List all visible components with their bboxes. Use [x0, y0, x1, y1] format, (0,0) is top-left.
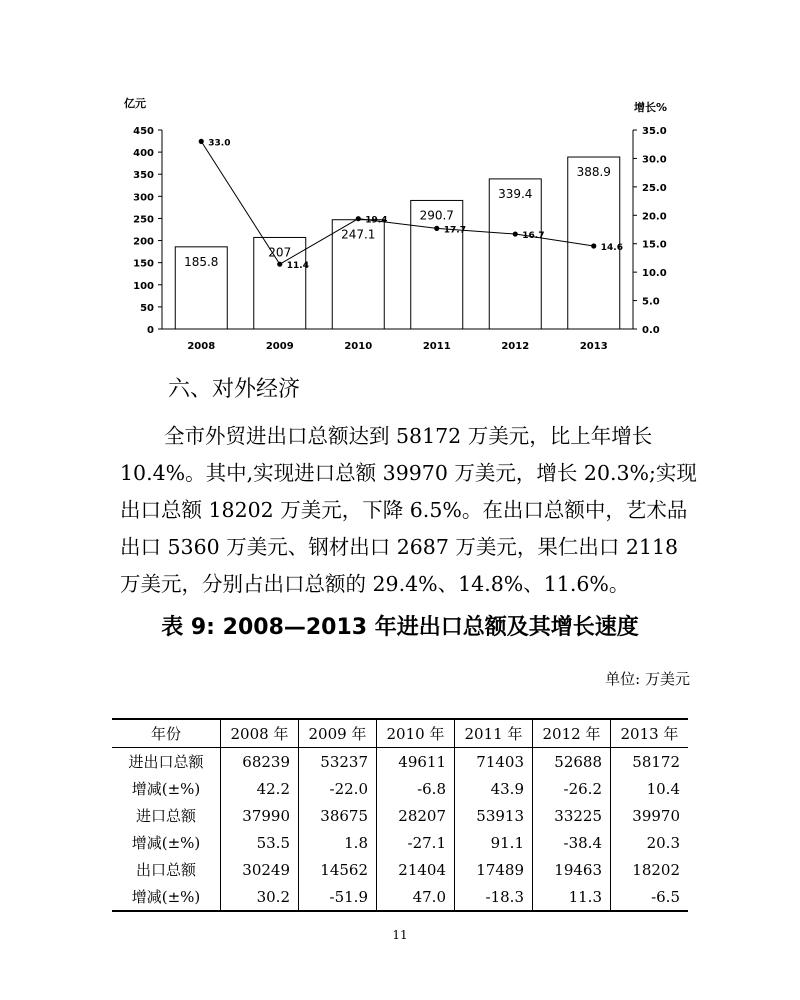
growth-value-label: 33.0: [208, 138, 231, 149]
growth-point: [591, 243, 596, 248]
paragraph-line: 出口 5360 万美元、钢材出口 2687 万美元，果仁出口 2118: [120, 535, 679, 559]
row-label: 增减(±%): [131, 834, 201, 852]
header-cell: 2009 年: [299, 719, 377, 748]
page-number: 11: [392, 928, 408, 942]
table-cell: 10.4: [611, 775, 689, 802]
growth-value-label: 11.4: [286, 261, 309, 272]
table-cell: 14562: [299, 856, 377, 883]
table-cell: 20.3: [611, 829, 689, 856]
table-cell: -6.8: [377, 775, 455, 802]
table-cell: -26.2: [533, 775, 611, 802]
bar-value-label: 247.1: [341, 227, 376, 242]
table-title: 表 9: 2008—2013 年进出口总额及其增长速度: [161, 615, 639, 640]
table-header-row: [112, 719, 688, 748]
left-tick-label: 250: [133, 214, 154, 226]
table-cell: 53913: [455, 802, 533, 829]
bar-value-label: 207: [268, 245, 292, 260]
x-category-label: 2012: [501, 341, 530, 352]
table-row: [112, 748, 688, 776]
growth-point: [356, 216, 361, 221]
right-tick-label: 25.0: [642, 182, 667, 194]
table-cell: 38675: [299, 802, 377, 829]
table-cell: 39970: [611, 802, 689, 829]
x-category-label: 2011: [422, 341, 451, 352]
right-tick-label: 35.0: [642, 126, 667, 137]
growth-point: [199, 139, 204, 144]
table-cell: 21404: [377, 856, 455, 883]
paragraph-line: 10.4%。其中,实现进口总额 39970 万美元，增长 20.3%;实现: [120, 461, 697, 485]
right-tick-label: 30.0: [642, 154, 667, 166]
table-cell: 17489: [455, 856, 533, 883]
growth-point: [434, 226, 439, 231]
table-cell: 91.1: [455, 829, 533, 856]
right-tick-label: 20.0: [642, 211, 667, 223]
header-cell: 年份: [112, 719, 221, 748]
table-row: [112, 883, 688, 911]
table-cell: 58172: [611, 748, 689, 776]
x-category-label: 2008: [187, 341, 216, 352]
growth-point: [277, 262, 282, 267]
table-cell: 30.2: [221, 883, 299, 911]
table-cell: 1.8: [299, 829, 377, 856]
left-tick-label: 50: [140, 302, 154, 314]
paragraph-line: 出口总额 18202 万美元，下降 6.5%。在出口总额中，艺术品: [120, 498, 688, 522]
table-cell: 71403: [455, 748, 533, 776]
table-cell: 18202: [611, 856, 689, 883]
trade-table: [112, 718, 688, 912]
row-label: 增减(±%): [131, 780, 201, 798]
table-cell: 52688: [533, 748, 611, 776]
growth-value-label: 19.4: [365, 215, 388, 226]
left-axis-title: 亿元: [124, 97, 146, 110]
table-row: [112, 856, 688, 883]
row-label: 进出口总额: [128, 753, 204, 771]
bar: [489, 179, 541, 329]
bar-value-label: 185.8: [184, 254, 219, 269]
table-cell: -22.0: [299, 775, 377, 802]
growth-point: [513, 231, 518, 236]
table-cell: 53.5: [221, 829, 299, 856]
table-cell: 68239: [221, 748, 299, 776]
right-axis-title: 增长%: [634, 101, 668, 114]
right-tick-label: 10.0: [642, 268, 667, 280]
header-cell: 2013 年: [611, 719, 689, 748]
right-tick-label: 5.0: [642, 296, 660, 308]
table-cell: 30249: [221, 856, 299, 883]
right-tick-label: 15.0: [642, 239, 667, 251]
right-tick-label: 0.0: [642, 325, 660, 336]
section-heading: 六、对外经济: [168, 377, 301, 402]
table-cell: 42.2: [221, 775, 299, 802]
left-tick-label: 350: [133, 170, 154, 182]
table-cell: 37990: [221, 802, 299, 829]
left-tick-label: 300: [133, 192, 154, 204]
table-cell: -18.3: [455, 883, 533, 911]
table-cell: 19463: [533, 856, 611, 883]
table-cell: 47.0: [377, 883, 455, 911]
header-cell: 2008 年: [221, 719, 299, 748]
x-category-label: 2010: [344, 341, 373, 352]
growth-value-label: 16.7: [522, 231, 545, 242]
header-cell: 2011 年: [455, 719, 533, 748]
row-label: 进口总额: [135, 807, 196, 825]
left-tick-label: 200: [133, 236, 154, 248]
x-category-label: 2009: [265, 341, 294, 352]
growth-value-label: 17.7: [443, 225, 466, 236]
table-cell: 28207: [377, 802, 455, 829]
body-paragraph: [120, 418, 697, 603]
table-cell: 49611: [377, 748, 455, 776]
header-cell: 2012 年: [533, 719, 611, 748]
row-label: 出口总额: [135, 861, 196, 879]
bar-value-label: 290.7: [419, 208, 454, 223]
table-cell: -38.4: [533, 829, 611, 856]
bar-value-label: 388.9: [576, 165, 611, 180]
left-tick-label: 100: [133, 280, 154, 292]
left-tick-label: 450: [133, 126, 154, 137]
table-row: [112, 802, 688, 829]
left-tick-label: 400: [133, 148, 154, 160]
unit-label: 单位: 万美元: [605, 670, 690, 688]
table-cell: -51.9: [299, 883, 377, 911]
bar-value-label: 339.4: [498, 186, 533, 201]
table-cell: 11.3: [533, 883, 611, 911]
growth-value-label: 14.6: [600, 242, 623, 253]
paragraph-line: 万美元，分别占出口总额的 29.4%、14.8%、11.6%。: [120, 572, 630, 596]
bar-line-chart: [0, 0, 800, 360]
table-cell: 53237: [299, 748, 377, 776]
table-cell: -6.5: [611, 883, 689, 911]
left-tick-label: 0: [147, 325, 154, 336]
left-tick-label: 150: [133, 258, 154, 270]
table-cell: 43.9: [455, 775, 533, 802]
table-cell: -27.1: [377, 829, 455, 856]
row-label: 增减(±%): [112, 883, 221, 911]
table-cell: 33225: [533, 802, 611, 829]
table-row: [112, 775, 688, 802]
paragraph-line: 全市外贸进出口总额达到 58172 万美元，比上年增长: [164, 424, 653, 448]
header-cell: 2010 年: [377, 719, 455, 748]
table-row: [112, 829, 688, 856]
x-category-label: 2013: [579, 341, 608, 352]
